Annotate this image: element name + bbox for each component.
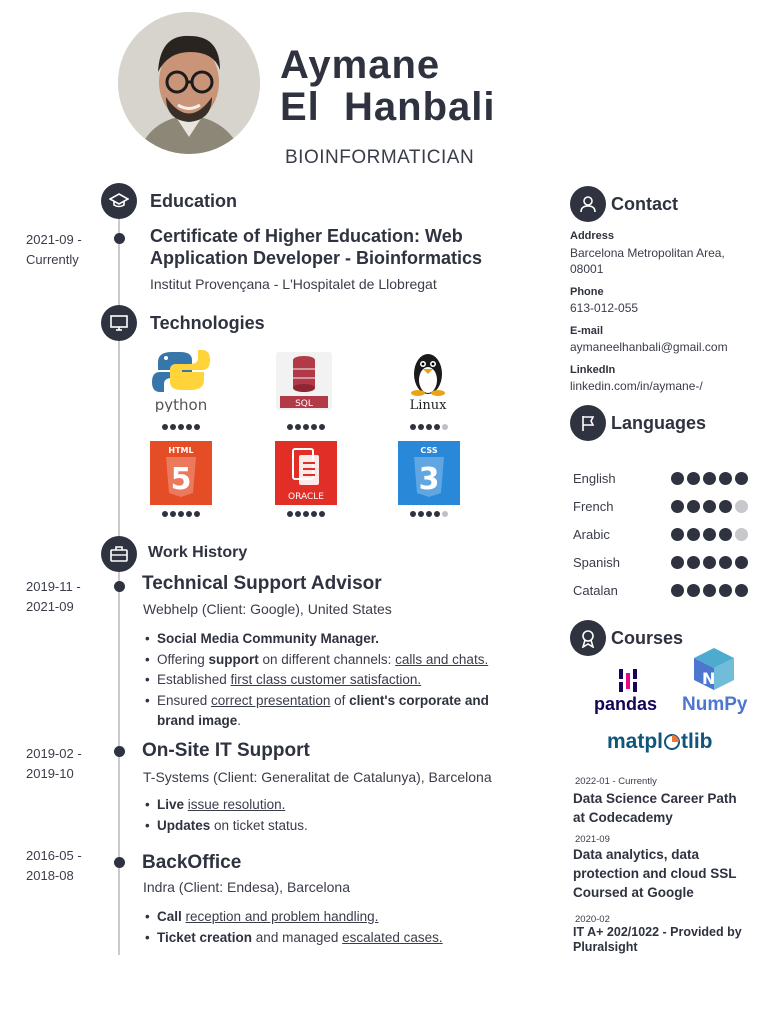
pandas-logo: pandas — [594, 694, 658, 714]
svg-text:HTML: HTML — [168, 446, 194, 455]
timeline-dot — [114, 233, 125, 244]
job2-duties — [145, 795, 545, 836]
svg-text:CSS: CSS — [420, 446, 438, 455]
languages-heading: Languages — [611, 413, 707, 433]
job1-title: Technical Support Advisor — [142, 573, 382, 594]
flag-icon — [570, 405, 606, 441]
education-date: 2021-09 - Currently — [26, 232, 82, 267]
list-item: • Ensured correct presentation of client's corporate and — [145, 691, 545, 712]
job2-company: T-Systems (Client: Generalitat de Catalunya), Barcelona — [143, 769, 492, 785]
oracle-logo-icon — [275, 441, 337, 505]
language-name: Arabic — [573, 526, 610, 542]
timeline-dot — [114, 581, 125, 592]
numpy-cube-icon — [692, 646, 736, 692]
technologies-heading: Technologies — [150, 313, 265, 333]
email-value[interactable]: aymaneelhanbali@gmail.com — [570, 340, 728, 354]
work-history-heading: Work History — [148, 544, 248, 561]
briefcase-icon — [101, 536, 137, 572]
course3-title: IT A+ 202/1022 - Provided by Pluralsight — [573, 925, 742, 954]
courses-heading: Courses — [611, 628, 684, 648]
job1-date: 2019-11 - 2021-09 — [26, 579, 81, 614]
css-rating — [410, 511, 448, 517]
course2-date: 2021-09 — [575, 834, 610, 845]
python-logo-icon — [150, 350, 212, 412]
first-name: Aymane — [280, 43, 441, 87]
address-label: Address — [570, 230, 615, 242]
language-level — [671, 472, 748, 485]
numpy-logo: NumPy — [682, 694, 748, 715]
svg-text:SQL: SQL — [295, 399, 313, 409]
education-degree: Certificate of Higher Education: Web Application Developer - Bioinformatics — [150, 226, 483, 268]
course3-date: 2020-02 — [575, 914, 610, 925]
timeline-dot — [114, 746, 125, 757]
language-name: English — [573, 470, 616, 486]
phone-label: Phone — [570, 286, 604, 298]
oracle-rating — [287, 511, 325, 517]
matplotlib-o-icon — [663, 733, 681, 751]
job3-title: BackOffice — [142, 852, 242, 873]
timeline-dot — [114, 857, 125, 868]
job-role: BIOINFORMATICIAN — [285, 147, 475, 168]
course1-title: Data Science Career Path at Codecademy — [573, 791, 737, 825]
job3-company: Indra (Client: Endesa), Barcelona — [143, 879, 350, 895]
svg-text:Linux: Linux — [409, 398, 447, 412]
languages-list — [573, 464, 748, 604]
language-row — [573, 520, 748, 548]
job1-duties — [145, 629, 545, 711]
css3-logo-icon — [398, 441, 460, 505]
svg-text:python: python — [154, 396, 208, 412]
language-name: Catalan — [573, 582, 618, 598]
job3-duties — [145, 907, 545, 948]
linux-rating — [410, 424, 448, 430]
linkedin-value[interactable]: linkedin.com/in/aymane-/ — [570, 379, 703, 393]
language-name: French — [573, 498, 614, 514]
award-ribbon-icon — [570, 620, 606, 656]
last-name: El Hanbali — [280, 85, 496, 129]
job3-date: 2016-05 - 2018-08 — [26, 848, 82, 883]
education-heading: Education — [150, 191, 238, 211]
sql-logo-icon — [276, 352, 332, 410]
language-level — [671, 528, 748, 541]
list-item: • Updates on ticket status. — [145, 816, 545, 837]
linux-tux-icon — [400, 348, 456, 412]
html5-logo-icon — [150, 441, 212, 505]
course1-date: 2022-01 - Currently — [575, 776, 657, 787]
list-item: • Offering support on different channels: calls and chats. — [145, 650, 545, 671]
language-row — [573, 492, 748, 520]
matplotlib-logo: matpl tlib — [607, 730, 713, 753]
job2-date: 2019-02 - 2019-10 — [26, 746, 82, 781]
monitor-icon — [101, 305, 137, 341]
course2-title: Data analytics, data protection and cloud SSL Coursed at Google — [573, 847, 737, 900]
pandas-mark-icon — [614, 667, 642, 695]
language-level — [671, 556, 748, 569]
education-school: Institut Provençana - L'Hospitalet de Llobregat — [150, 276, 437, 292]
html-rating — [162, 511, 200, 517]
language-level — [671, 584, 748, 597]
python-rating — [162, 424, 200, 430]
graduation-cap-icon — [101, 183, 137, 219]
linkedin-label: LinkedIn — [570, 364, 616, 376]
user-icon — [570, 186, 606, 222]
language-row — [573, 464, 748, 492]
job1-duty-continuation: brand image. — [157, 713, 242, 728]
language-level — [671, 500, 748, 513]
email-label: E-mail — [570, 325, 604, 337]
list-item: • Call reception and problem handling. — [145, 907, 545, 928]
list-item: • Social Media Community Manager. — [145, 629, 545, 650]
profile-photo — [118, 12, 260, 154]
language-name: Spanish — [573, 554, 620, 570]
language-row — [573, 548, 748, 576]
contact-heading: Contact — [611, 194, 678, 214]
svg-text:ORACLE: ORACLE — [288, 492, 324, 502]
phone-value: 613-012-055 — [570, 301, 639, 315]
list-item: • Live issue resolution. — [145, 795, 545, 816]
sql-rating — [287, 424, 325, 430]
svg-text:N: N — [702, 669, 716, 688]
address-value: Barcelona Metropolitan Area, 08001 — [570, 246, 725, 276]
svg-text:5: 5 — [170, 462, 192, 497]
list-item: • Ticket creation and managed escalated cases. — [145, 928, 545, 949]
job2-title: On-Site IT Support — [142, 740, 310, 761]
list-item: • Established first class customer satisfaction. — [145, 670, 545, 691]
job1-company: Webhelp (Client: Google), United States — [143, 601, 392, 617]
svg-text:3: 3 — [418, 462, 440, 497]
language-row — [573, 576, 748, 604]
